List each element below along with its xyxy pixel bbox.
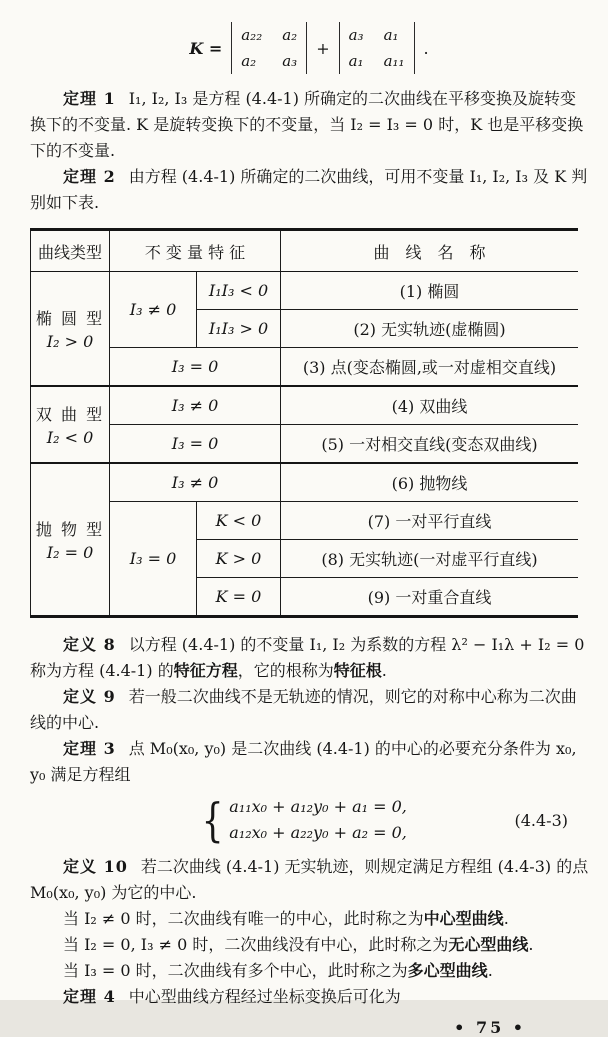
definition-9 bbox=[30, 684, 578, 736]
center-type-cases bbox=[30, 906, 578, 984]
parabolic-type-name: 抛 物 型 bbox=[35, 520, 105, 539]
theorem-2 bbox=[30, 164, 588, 216]
definition-8 bbox=[30, 632, 585, 684]
acentral-type-text: . bbox=[528, 935, 534, 954]
cell-hyperbolic-type bbox=[31, 386, 110, 463]
term-acentral-type-curve: 无心型曲线 bbox=[448, 935, 529, 954]
determinant-2-grid bbox=[349, 26, 405, 70]
definition-8-text: ，它的根称为 bbox=[237, 661, 334, 680]
term-multicentral-type-curve: 多心型曲线 bbox=[407, 961, 488, 980]
cell-name-6: (6) 抛物线 bbox=[281, 463, 578, 502]
determinant-2 bbox=[339, 22, 415, 74]
header-invariant-feature: 不 变 量 特 征 bbox=[110, 230, 281, 272]
definition-8-text: 称为方程 (4.4-1) 的 bbox=[30, 661, 174, 680]
equation-number: (4.4-3) bbox=[514, 810, 568, 830]
theorem-4-label: 定理 4 bbox=[63, 987, 116, 1006]
cell-name-1: (1) 椭圆 bbox=[281, 272, 578, 310]
theorem-2-line2: 别如下表. bbox=[30, 193, 100, 212]
cell-i3-eq-0: I₃ = 0 bbox=[110, 502, 197, 617]
table-row bbox=[31, 463, 579, 502]
acentral-type-line bbox=[30, 932, 578, 958]
parabolic-type-condition: I₂ = 0 bbox=[46, 543, 94, 562]
formula-period: . bbox=[423, 38, 429, 58]
theorem-3-label: 定理 3 bbox=[63, 739, 116, 758]
definition-9-label: 定义 9 bbox=[63, 687, 116, 706]
definition-10-line2: M₀(x₀, y₀) 为它的中心. bbox=[30, 883, 197, 902]
theorem-2-label: 定理 2 bbox=[63, 167, 116, 186]
left-brace: { bbox=[201, 793, 224, 847]
cell-name-9: (9) 一对重合直线 bbox=[281, 578, 578, 617]
definition-8-text: . bbox=[381, 661, 387, 680]
matrix-entry: a₁ bbox=[383, 26, 399, 44]
matrix-entry: a₂₂ bbox=[241, 26, 263, 44]
cell-parabolic-type bbox=[31, 463, 110, 617]
table-row bbox=[31, 502, 579, 540]
cell-i3-ne-0: I₃ ≠ 0 bbox=[110, 463, 281, 502]
matrix-entry: a₂ bbox=[282, 26, 298, 44]
equations bbox=[229, 794, 407, 846]
theorem-1-line2: 换下的不变量. K 是旋转变换下的不变量，当 I₂ = I₃ = 0 时，K 也是平移变换 bbox=[30, 115, 584, 134]
table-row bbox=[31, 348, 579, 387]
theorem-3-line2: y₀ 满足方程组 bbox=[30, 765, 131, 784]
equation-line-2: a₁₂x₀ + a₂₂y₀ + a₂ = 0, bbox=[229, 823, 407, 842]
equation-line-1: a₁₁x₀ + a₁₂y₀ + a₁ = 0, bbox=[229, 797, 407, 816]
central-type-text: . bbox=[503, 909, 509, 928]
page-number: • 75 • bbox=[454, 1018, 526, 1037]
definition-10-label: 定义 10 bbox=[63, 857, 128, 876]
term-characteristic-equation: 特征方程 bbox=[173, 661, 238, 680]
cell-name-4: (4) 双曲线 bbox=[281, 386, 578, 425]
central-type-text: 当 I₂ ≠ 0 时，二次曲线有唯一的中心，此时称之为 bbox=[63, 909, 424, 928]
elliptic-type-condition: I₂ > 0 bbox=[46, 332, 94, 351]
table-row bbox=[31, 386, 579, 425]
semi-invariant-k-formula bbox=[40, 22, 578, 74]
cell-i3-ne-0: I₃ ≠ 0 bbox=[110, 386, 281, 425]
cell-name-7: (7) 一对平行直线 bbox=[281, 502, 578, 540]
matrix-entry: a₁ bbox=[348, 52, 364, 70]
determinant-1-grid bbox=[241, 26, 297, 70]
cell-i1i3-lt-0: I₁I₃ < 0 bbox=[197, 272, 281, 310]
header-curve-type: 曲线类型 bbox=[31, 230, 110, 272]
cell-k-gt-0: K > 0 bbox=[197, 540, 281, 578]
definition-9-line1 bbox=[30, 684, 578, 710]
cell-elliptic-type bbox=[31, 272, 110, 387]
theorem-1-text: I₁, I₂, I₃ 是方程 (4.4-1) 所确定的二次曲线在平移变换及旋转变 bbox=[128, 89, 577, 108]
header-curve-name: 曲 线 名 称 bbox=[281, 230, 578, 272]
definition-10-text: 若二次曲线 (4.4-1) 无实轨迹，则规定满足方程组 (4.4-3) 的点 bbox=[140, 857, 589, 876]
cell-i3-ne-0: I₃ ≠ 0 bbox=[110, 272, 197, 348]
theorem-2-text: 由方程 (4.4-1) 所确定的二次曲线，可用不变量 I₁, I₂, I₃ 及 K 判 bbox=[128, 167, 588, 186]
matrix-entry: a₁₁ bbox=[383, 52, 405, 70]
term-central-type-curve: 中心型曲线 bbox=[423, 909, 504, 928]
determinant-1 bbox=[231, 22, 307, 74]
cell-i3-eq-0: I₃ = 0 bbox=[110, 348, 281, 387]
cell-i1i3-gt-0: I₁I₃ > 0 bbox=[197, 310, 281, 348]
cell-name-5: (5) 一对相交直线(变态双曲线) bbox=[281, 425, 578, 464]
definition-8-line1 bbox=[30, 632, 585, 658]
theorem-1-label: 定理 1 bbox=[63, 89, 116, 108]
matrix-entry: a₃ bbox=[282, 52, 298, 70]
formula-lhs: K = bbox=[189, 38, 223, 58]
term-characteristic-root: 特征根 bbox=[333, 661, 382, 680]
matrix-entry: a₃ bbox=[348, 26, 364, 44]
table-row bbox=[31, 272, 579, 310]
table-row bbox=[31, 425, 579, 464]
theorem-1-line3: 下的不变量. bbox=[30, 141, 116, 160]
theorem-1-line1 bbox=[30, 86, 578, 112]
theorem-3-text: 点 M₀(x₀, y₀) 是二次曲线 (4.4-1) 的中心的必要充分条件为 x₀, bbox=[128, 739, 577, 758]
definition-8-label: 定义 8 bbox=[63, 635, 116, 654]
theorem-4-text: 中心型曲线方程经过坐标变换后可化为 bbox=[128, 987, 401, 1006]
theorem-1 bbox=[30, 86, 584, 164]
definition-9-text: 若一般二次曲线不是无轨迹的情况，则它的对称中心称为二次曲 bbox=[128, 687, 577, 706]
plus-sign: + bbox=[316, 38, 330, 58]
definition-8-line2 bbox=[30, 658, 578, 684]
elliptic-type-name: 椭 圆 型 bbox=[35, 309, 105, 328]
curve-classification-table bbox=[30, 228, 578, 618]
cell-name-8: (8) 无实轨迹(一对虚平行直线) bbox=[281, 540, 578, 578]
multicentral-type-line bbox=[30, 958, 578, 984]
definition-9-line2: 线的中心. bbox=[30, 713, 100, 732]
theorem-2-line1 bbox=[30, 164, 588, 190]
matrix-entry: a₂ bbox=[241, 52, 257, 70]
multicentral-type-text: . bbox=[487, 961, 493, 980]
multicentral-type-text: 当 I₃ = 0 时，二次曲线有多个中心，此时称之为 bbox=[63, 961, 408, 980]
central-type-line bbox=[30, 906, 578, 932]
cell-name-3: (3) 点(变态椭圆,或一对虚相交直线) bbox=[281, 348, 578, 387]
theorem-3-line1 bbox=[30, 736, 578, 762]
table-header-row bbox=[31, 230, 579, 272]
definition-8-text: 以方程 (4.4-1) 的不变量 I₁, I₂ 为系数的方程 λ² − I₁λ + I₂ = 0 bbox=[128, 635, 585, 654]
equation-group-4-4-3 bbox=[30, 791, 578, 849]
cell-k-eq-0: K = 0 bbox=[197, 578, 281, 617]
acentral-type-text: 当 I₂ = 0, I₃ ≠ 0 时，二次曲线没有中心，此时称之为 bbox=[63, 935, 449, 954]
definition-10 bbox=[30, 854, 589, 906]
definition-10-line1 bbox=[30, 854, 589, 880]
cell-i3-eq-0: I₃ = 0 bbox=[110, 425, 281, 464]
hyperbolic-type-name: 双 曲 型 bbox=[35, 405, 105, 424]
theorem-3 bbox=[30, 736, 578, 788]
hyperbolic-type-condition: I₂ < 0 bbox=[46, 428, 94, 447]
theorem-4 bbox=[30, 984, 578, 1010]
cell-name-2: (2) 无实轨迹(虚椭圆) bbox=[281, 310, 578, 348]
cell-k-lt-0: K < 0 bbox=[197, 502, 281, 540]
theorem-4-line1 bbox=[30, 984, 578, 1010]
